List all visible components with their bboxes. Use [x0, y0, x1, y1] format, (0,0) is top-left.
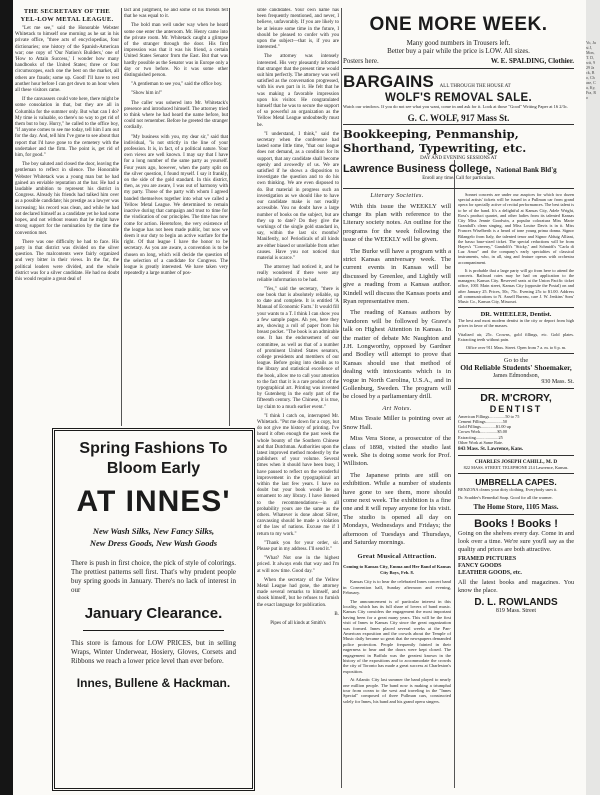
ad-signature: The Home Store, 1105 Mass.: [473, 503, 559, 512]
ad-divider: [458, 473, 574, 474]
section-subheading: Coming to Kansas City, Emma and Her Band of Kansas City Boys, Feb. 8.: [343, 563, 451, 576]
ad-body: BENZONA cleans your dirty clothing. Everybody uses it.: [458, 487, 558, 492]
ad-person: James Edmondson,: [492, 372, 540, 379]
ad-signature: Innes, Bullene & Hackman.: [76, 676, 231, 690]
ad-signature: W. E. SPALDING, Clothier.: [490, 57, 574, 65]
story-column-2: [124, 8, 228, 423]
ad-clearance: January Clearance.: [84, 605, 223, 622]
story-paragraph: "Let me see," said the Honorable Webster Whitetack to himself one morning as he sat in his private office, "three acts of encyclopedias, four dictionaries; one history of the Spanish-American war; one copy of 'Our Nation's Builders,' one of 'How to Attain Success,' I wonder how many handbooks of the United States; three or four circumscopes, each one the best on the market, all others are frauds; some up. Good! I'll have to rest another hour before I can get down to an hour when all these visitors came.: [15, 26, 119, 94]
ad-headline: DR. WHEELER, Dentist.: [480, 311, 552, 319]
story-paragraph: "I understand, I think," said the secretary when the conference had lasted some little time, "that our league does not demand, as a condition for its support, that any candidate shall become openly and avowedly of us. We are satisfied if he shows a disposition to investigate the question and to do his own thinking. We are even disposed to do. But material in progress such an investigation as we should like to have our candidate make is not readily accessible. You no doubt have a large number of books on the subject, but are they up to date? Do they give the workings of the single gold standard in, say, within the last six months? Manifestly, no! Periodicals of all kinds are either biased or unreliable from other causes. Have you not noticed that material is scarce.": [257, 131, 339, 261]
story-paragraph: "Yes," said the secretary, "there is one book that is absolutely reliable, up to date and complete. It is entitled 'A Manual of Economic Facts.' It would fill your wants to a T. I think I can show you a few sample pages. Ah yes, here they are, showing a roll of paper from his breast pocket. "The book is an admirable one. It has the endorsement of our committee, as well as that of a number of prominent United States senators, college presidents and members of our league. Before going into details as to the library and statistical excellence of the book, allow me to call your attention to the fact that it is a rare product of the typographical art. Printing was invented by Gutenberg in the early part of the fifteenth century. The Chinese, it is true, lay claim to a much earlier event.": [257, 286, 339, 410]
column-rule: [454, 160, 455, 788]
ad-address: National Bank Bld'g: [495, 166, 557, 174]
ad-body: All the latest books and magazines. You know the place.: [458, 579, 574, 594]
ad-headline: Bookkeeping, Penmanship, Shorthand, Typewriting, etc.: [343, 127, 527, 155]
binding-edge: [0, 0, 13, 795]
ad-address: 930 Mass. St.: [541, 378, 574, 385]
news-paragraph: The Burke will have a program with a strict Kansas anniversary week. The current events in Kansas will be discussed by Greenlee, and Lightly will give a reading from a Kansas author. Kindell will discuss the Kansas poets and Ryan representative men.: [343, 247, 451, 305]
ad-address: Office over 911 Mass. Street. Open from 7 a. m. to 6 p. m.: [465, 345, 567, 351]
ad-body: This store is famous for LOW PRICES, but in selling Wraps, Winter Underwear, Hosiery, Gloves, Corsets and Ribbons we reach a lower price level than ever before.: [71, 639, 236, 665]
ad-address: 819 Mass. Street: [495, 608, 537, 615]
ad-note: Watch our windows. If you do not see what you want, come in and ask for it. Look at those "Good" Writing Paper at 16 2/3c.: [343, 104, 569, 109]
ad-signature: D. L. ROWLANDS: [474, 597, 558, 609]
ad-body: The best and most modern dentist in the city or deport from high prices in favor of the masses.: [458, 318, 574, 329]
story-column-1: [15, 8, 119, 423]
ad-title: WOLF'S REMOVAL SALE.: [385, 92, 532, 104]
column-rule: [229, 8, 230, 426]
story-paragraph: When the secretary of the Yellow Metal League had gone, the attorney made several remarks to himself, and shook himself, but he refuses to furnish the exact language for publication.: [257, 577, 339, 608]
story-paragraph: "What? Not one in the highest priced. It always ends that way and I'm at will now time. Good day.": [257, 556, 339, 574]
ad-subhead: ALL THROUGH THE HOUSE AT: [439, 84, 511, 89]
news-paragraph: Miss Vera Stone, a prosecutor of the class of 1898, visited the studio last week. She is doing some work for Prof. Williston.: [343, 435, 451, 468]
ad-footer: [343, 57, 574, 65]
ad-divider: [458, 307, 574, 308]
section-heading: Literary Societies.: [370, 192, 424, 199]
ads-column-5: [458, 192, 574, 784]
ad-headline: Old Reliable Students' Shoemaker,: [460, 363, 572, 373]
news-paragraph: Kansas City is to hear the celebrated Innes concert band in Convention hall, Sunday afternoon and evening, February.: [343, 579, 451, 596]
ad-signature: G. C. WOLF, 917 Mass St.: [407, 112, 510, 123]
story-paragraph: The attorney had noticed it, and he really wondered if there were any reliable information to be had.: [257, 265, 339, 283]
column-rule: [341, 8, 342, 788]
edge-text: Vo, Just J, Mon, T. D, wit, 929 Jack, Bo, Chase, Ca, Ky, Fra, Ro: [586, 40, 596, 100]
ad-divider: [83, 630, 224, 631]
news-paragraph: The Japanese prints are still on exhibition. While a number of students have gone to see them, more should come next week. The exhibition is a fine one and it will repay anyone for his visit. The studio is opened all day on Mondays, Wednesdays and Fridays; the afternoon of Tuesdays and Thursdays, and Saturday mornings.: [343, 471, 451, 547]
story-paragraph: There was one difficulty he had to face. His party in that district was divided on the silver question. The malcontents were fairly organized and very bitter in their views. In the far, the political leaders were divided, and the whole district was for a silver candidate. He had no doubt this would require a great deal of: [15, 239, 119, 282]
news-paragraph: With this issue the WEEKLY will change its plan with reference to the Literary society notes. An outline for the programs for the week following the issue of the WEEKLY will be given.: [343, 202, 451, 244]
story-paragraph: The bold man well under way when he heard some one enter the anteroom. Mr. Henry came into the private room. Mr. Whitetack caught a glimpse of the stranger through the door. His first impression was that it was his friend, a certain United States Senator from the East. But that was hardly possible as the Senator was in Europe only a day or two before. No it was some other distinguished person.: [124, 23, 228, 79]
news-column-4: [343, 192, 451, 782]
ad-note: Posters here.: [343, 57, 379, 65]
ad-address: 843 Mass. St. Lawrence, Kans.: [458, 447, 524, 452]
umbrella-advertisement: [458, 477, 574, 511]
next-page-edge: [586, 0, 600, 795]
ad-line: New Dress Goods, New Wash Goods: [89, 538, 218, 548]
cahill-advertisement: [458, 459, 574, 470]
story-headline: THE SECRETARY OF THE YEL-LOW METAL LEAGUE.: [20, 8, 114, 23]
story-column-3: [257, 8, 339, 783]
story-paragraph: If the canvassers could vote here, there might be some consolation in that, but they are all in Columbia for the summer only. But what can I do? My time is valuable, so there's no way to get rid of them but to buy. Hurry," he called to the office boy, "if anyone comes to see me today, tell him I am out for the day. And, tell him I've gone to see about that report that I'd have gone to the cemetery with the undertaker and the firm. The point is, get rid of him, for good.": [15, 97, 119, 159]
story-paragraph: "My business with you, my dear sir," said that individual, "is not strictly in the line of your profession. It is, in fact, of a political nature. Your own views are well known. I may say that I have for a long number of the same party as yourself. Four years ago, however, when the party split on the silver question, I found myself. I say it frankly, on the side of the gold standard. In this district, then, as you are aware, I was out of harmony with my party. Those of the party with whom I agreed banded themselves together into what we called a Yellow Metal League. We determined to remain inactive during that campaign and trust to time for the vindication of our principles. The time has now come for action. Heretofore, the very existence of the league has not been made public, but now we deem it our duty to begin an active warfare for the right. Of that league I have the honor to be secretary. As you are aware, a convention is to be chosen on long, which will decide the question of the selection of a candidate for Congress. The league is greatly interested. We have taken very repeatedly a large number of pos-: [124, 134, 228, 277]
story-paragraph: The caller was ushered into Mr. Whitetack's presence and introduced himself. The attorney tried to think where he had heard the name before, but could not remember. Before he greeted the stranger cordially.: [124, 100, 228, 131]
shoemaker-advertisement: [458, 357, 574, 385]
news-paragraph: Miss Tessie Miller is pointing over at Snow Hall.: [343, 415, 451, 431]
ad-address: 822 MASS. STREET. TELEPHONE 214 Lawrence, Kansas.: [463, 465, 569, 470]
ad-note: Enroll any time. Call for particulars.: [422, 176, 495, 181]
spalding-advertisement: [343, 14, 574, 65]
ad-divider: [458, 514, 574, 515]
ad-line: New Wash Silks, New Fancy Silks,: [92, 526, 215, 536]
ad-divider: [343, 68, 574, 69]
ad-title-row: [343, 163, 574, 175]
ad-store-name: AT INNES': [76, 485, 231, 518]
news-paragraph: The reading of Kansas authors by Vandoren will be followed by Grave's talk on Highest Attention in Kansas. In the matter of debate Mc Naughton and J.H. Longworthy, opposed by Gardner and Bodley will attempt to prove that Kansas should use that method of dealing with intoxicants which is in vogue in North Carolina, U.S.A., and in Gollenburg, Sweden. The program will be closed by a parliamentary drill.: [343, 309, 451, 401]
section-heading: Great Musical Attraction.: [357, 553, 437, 561]
story-paragraph: The attorney was intensely interested. His very pleasantly informed that stranger that the present time would suit him perfectly. The attorney was well satisfied as the conversation progressed, with his own part in it. He felt that he was making a favorable impression upon his visitor. He congratulated himself that he was to secure the support of so powerful an organization as the Yellow Metal League undoubtedly must be.: [257, 54, 339, 128]
ad-fee-list: American Fillings...............50 to 75 Cement Fillings................50 Gold Fillings..............$1.00 up Crown Work................$5.00 Extracting.....................25 Other Work at Same Rate.: [458, 413, 520, 445]
filler-ad: Pipes of all kinds at Smith's: [270, 621, 326, 627]
notice-paragraph: It is probable that a large party will go from here to attend the concerts. Railroad rates may be had on application to the managers; Kansas City. Reserved seats at the Union Pacific ticket office, 1001 Main street, Kansas City (opposite the Postal) on and after January 25. Prices, 50c, 75c. Evening 25c to $1.00. Address all communications to N. Ansell Bureau, care J. W. Jenkins' Sons' Music Co., Kansas City, Missouri.: [458, 267, 574, 305]
ad-headline: BARGAINS: [343, 72, 434, 91]
story-paragraph: tact and judgment, he and some of his friends felt that he was equal to it.: [124, 8, 228, 20]
ad-divider: [458, 353, 574, 354]
ad-headline: Spring Fashions To Bloom Early: [79, 440, 228, 477]
ad-divider: [458, 455, 574, 456]
column-rule: [121, 8, 122, 426]
ad-line: Many good numbers in Trousers left.: [406, 39, 511, 47]
mccrory-advertisement: [458, 392, 574, 452]
notice-paragraph: Sonnet concerts are under our auspices for which two dozen special artists' tickets will be issued in a Pullman car from grand opera for specially active of recital performances. The best talent is to be of the band. It's a delightful at Kansas City, Adele Wright, Ross's product quartet, and other ladies from its talented Kansas City Miss Jennie Goodwin, a popular coloratura Miss Marie Grandall's clean singing, and Miss Louise Davis is in it. Miss Frances Wiselberth is a heard of tone young prima donna. Signor Bilangelo from Italy, the talented tenor and Signor Alduig Alliani, the basso base-sized ticket. The special reductions will be from Hayes's "Conveny," Gandolfi's "Sticky," and Schmidt's "Carla di Luz Amor" and the company's early specialties of classical instruments, who, in all, sing and feature operas with orchestra accompaniment.: [458, 192, 574, 265]
ad-headline: Books ! Books !: [474, 518, 558, 531]
wolf-advertisement: [343, 72, 574, 123]
ad-headline: UMBRELLA CAPES.: [475, 477, 557, 487]
ad-title: DENTIST: [489, 403, 543, 414]
ad-headline: DR. M'CRORY,: [480, 391, 552, 404]
story-paragraph: "Thank you for your order, sir. Please put in my address. I'll send it.": [257, 540, 339, 553]
ad-header: [343, 72, 574, 92]
ad-subhead: DAY AND EVENING SESSIONS AT: [420, 156, 497, 161]
story-paragraph: sible candidates. Your own name has been frequently mentioned, and never, I believe, unfavorably. If you are likely to be at leisure some time in the future, I should be pleased to confer with you upon the subject—that is, if you are interested.": [257, 8, 339, 51]
ad-line: Better buy a pair while the price is LOW. All sizes.: [387, 47, 530, 55]
ad-body: Going on the shelves every day. Come in and look over a time. We're sure you'll say as the quality and prices are both attractive.: [458, 530, 574, 553]
story-signature: B.: [334, 611, 339, 617]
ad-line: Go to the: [503, 357, 529, 365]
section-heading: Art Notes.: [382, 404, 412, 412]
story-paragraph: "I think I catch on, interrupted Mr. Whitetack. "Put me down for a copy, but do not give me history of printing. I've heard it often enough the past week the whole bounty of the Southern Chinese and that Dutchman. Authorities upon the latest improved method modestly by the publishers of your volume. Several times when it should have been busy, I have paused to reflect on the wonderful improvement in the typographical art within the last few years. I have no doubt but your book would be an ornament to any library. I have listened to the recommendations—in all probability yours are the same as the others. Whatever is done about Silver, canvassing should be made a violation of the law of nations. Excuse me if I return to my work.": [257, 413, 339, 537]
ad-divider: [343, 188, 574, 189]
wheeler-advertisement: [458, 311, 574, 350]
story-paragraph: "A gentleman to see you," said the office boy.: [131, 82, 223, 88]
news-paragraph: The announcement is of particular interest in this locality, which has its full share of lovers of band music. Kansas City considers the engagement the most important having been for a great many years. This will be the first visit of Innes to Kansas City since the great organization was formed. Innes placed several weeks at the Pan-American exposition and the crowds about the Temple of Music daily became so great that the newspapers demanded police protection. People frequently fainted in their eagerness to hear and the doors were kept closed. The engagement in Buffalo was the greatest known in the history of the expositions and to accommodate the crowds the city of Toronto has made a great success at Charleston's exposition.: [343, 598, 451, 674]
ad-headline: CHARLES JOSEPH CAHILL, M. D: [474, 459, 558, 465]
ad-divider: [458, 388, 574, 389]
books-advertisement: [458, 518, 574, 614]
ad-title: Lawrence Business College,: [343, 163, 492, 175]
ad-body: Dr. Scudder's Remedial Soap. Good for all the warmer.: [458, 495, 553, 501]
ad-headline: ONE MORE WEEK.: [369, 14, 548, 35]
story-paragraph: "Show him in!": [131, 91, 163, 97]
ad-body: There is push in first choice, the pick of style of colorings. The prettiest patterns sell first. That's why prudent people buy spring goods in January. There's no lack of interest in our: [71, 559, 236, 594]
innes-advertisement: [52, 428, 255, 791]
ad-divider: [343, 124, 574, 125]
news-paragraph: At Atlantic City last summer the band played to nearly one million people. The band now is making a triumphal tour from ocean to the west and traveling in the "Innes Special" composed of three Pullman cars, constructed solely for Innes, his band and his grand opera singers.: [343, 677, 451, 704]
ad-list: FRAMED PICTURES FANCY GOODS LEATHER GOODS, etc.: [458, 556, 522, 577]
lawrence-college-advertisement: [343, 127, 574, 183]
story-paragraph: The boy saluted and closed the door, leaving the gentleman to reflect in silence. The Honorable Webster Whitetack was a young man but he had gained an enviable reputation at the bar. He had a laudable ambition to represent his district in Congress. Already his friends had talked him over as a possible candidate; his prestige as a lawyer was increasing; his record was clean, and while he had not declared himself as a candidate yet he had some hopes, and not without reason that he might have strong support for the nomination by the time the convention met.: [15, 162, 119, 236]
ad-body: Vitalized air, 25c. Crowns, gold fillings, etc. Gold plates. Extracting teeth without pain.: [458, 331, 574, 342]
